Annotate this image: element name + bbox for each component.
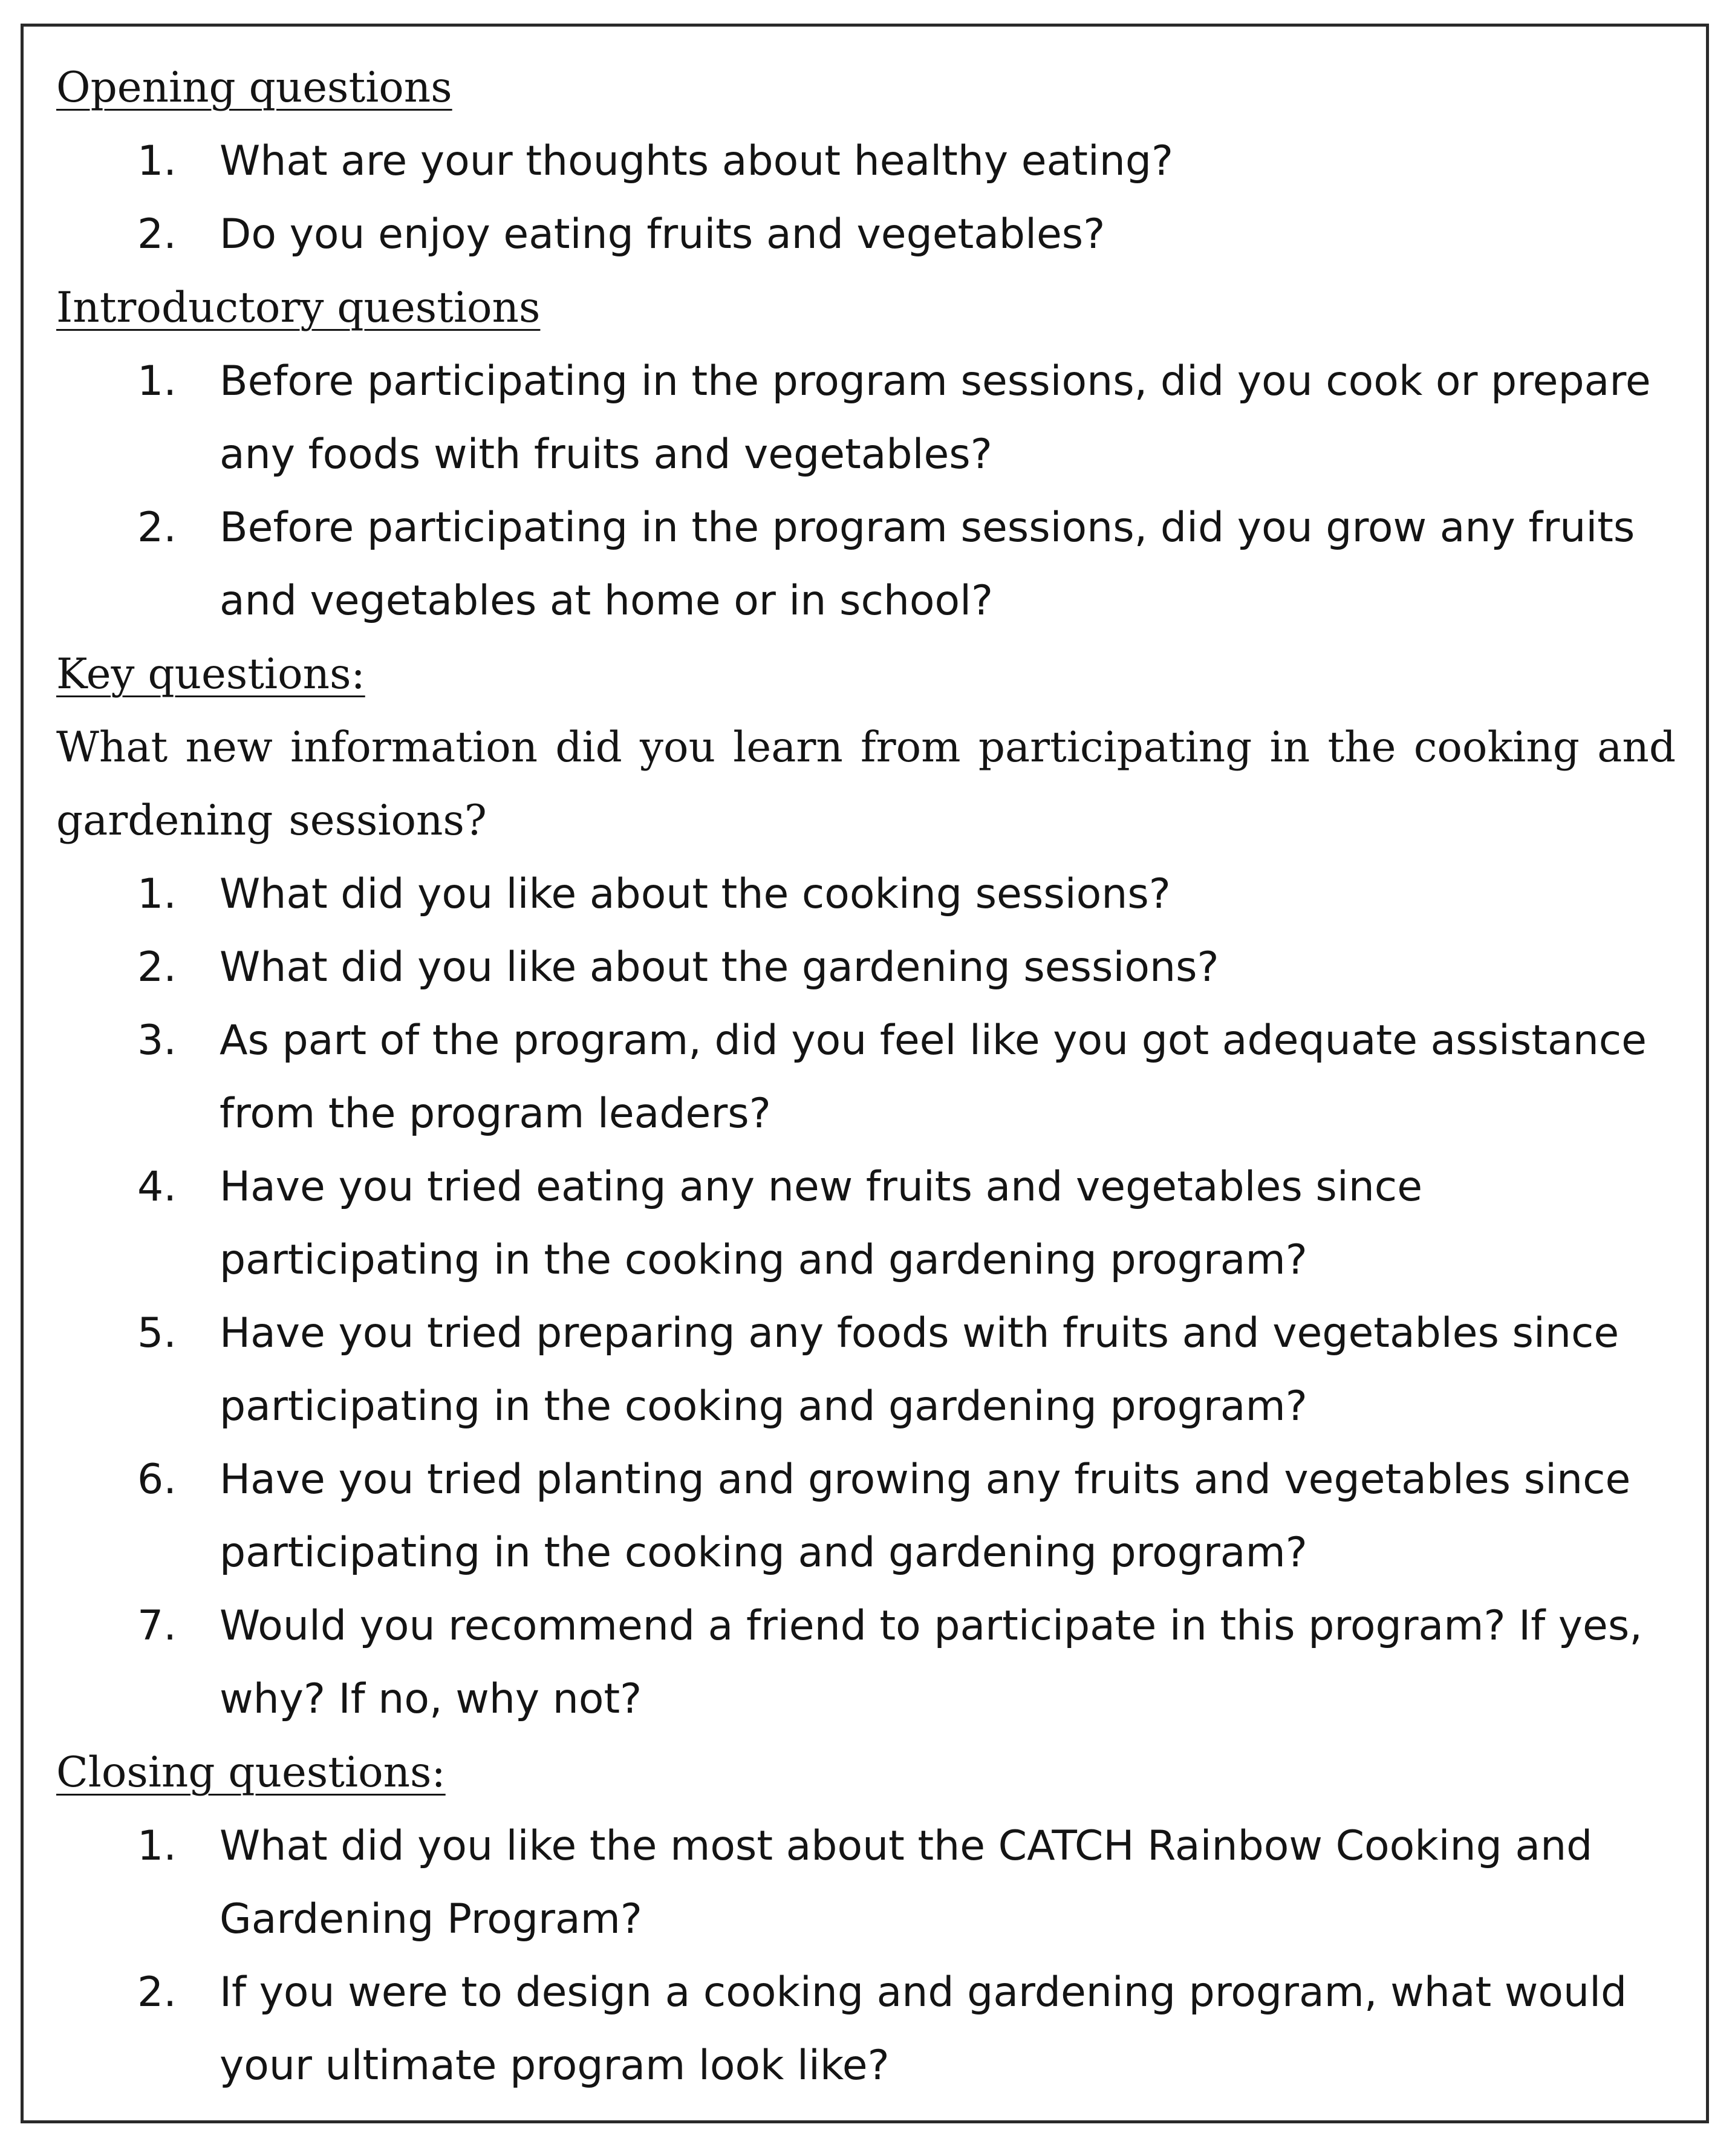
opening-question-list bbox=[56, 125, 1676, 271]
section-heading-opening: Opening questions bbox=[56, 64, 452, 112]
item-text: Have you tried preparing any foods with fruits and vegetables since participating in the cooking and gardening program? bbox=[220, 1309, 1619, 1430]
list-item bbox=[56, 491, 1676, 637]
item-text: What did you like the most about the CATCH Rainbow Cooking and Gardening Program? bbox=[220, 1822, 1593, 1943]
item-number: 6. bbox=[137, 1456, 177, 1503]
questions-content bbox=[56, 51, 1676, 2102]
item-text: What did you like about the cooking sessions? bbox=[220, 870, 1171, 918]
item-number: 2. bbox=[137, 210, 177, 258]
introductory-question-list bbox=[56, 345, 1676, 637]
item-text: Do you enjoy eating fruits and vegetables? bbox=[220, 210, 1105, 258]
questions-box bbox=[21, 24, 1709, 2123]
item-text: Have you tried eating any new fruits and vegetables since participating in the cooking and gardening program? bbox=[220, 1163, 1423, 1284]
item-number: 7. bbox=[137, 1602, 177, 1650]
item-text: Have you tried planting and growing any fruits and vegetables since participating in the cooking and gardening program? bbox=[220, 1456, 1631, 1577]
item-text: As part of the program, did you feel like you got adequate assistance from the program leaders? bbox=[220, 1017, 1647, 1138]
closing-question-list bbox=[56, 1809, 1676, 2102]
item-number: 3. bbox=[137, 1017, 177, 1064]
item-text: Before participating in the program sessions, did you cook or prepare any foods with fruits and vegetables? bbox=[220, 357, 1651, 478]
section-heading-introductory: Introductory questions bbox=[56, 284, 541, 332]
list-item bbox=[56, 198, 1676, 271]
item-number: 1. bbox=[137, 137, 177, 185]
list-item bbox=[56, 1443, 1676, 1589]
list-item bbox=[56, 1956, 1676, 2102]
list-item bbox=[56, 1004, 1676, 1150]
item-text: Before participating in the program sessions, did you grow any fruits and vegetables at home or in school? bbox=[220, 504, 1635, 625]
list-item bbox=[56, 931, 1676, 1004]
item-text: What are your thoughts about healthy eating? bbox=[220, 137, 1174, 185]
item-text: What did you like about the gardening sessions? bbox=[220, 943, 1219, 991]
list-item bbox=[56, 1809, 1676, 1956]
item-number: 2. bbox=[137, 1969, 177, 2016]
item-number: 2. bbox=[137, 504, 177, 552]
list-item bbox=[56, 858, 1676, 931]
list-item bbox=[56, 345, 1676, 491]
item-number: 5. bbox=[137, 1309, 177, 1357]
item-text: If you were to design a cooking and gardening program, what would your ultimate program look like? bbox=[220, 1969, 1627, 2089]
list-item bbox=[56, 1589, 1676, 1736]
item-number: 1. bbox=[137, 870, 177, 918]
item-number: 2. bbox=[137, 943, 177, 991]
key-question-list bbox=[56, 858, 1676, 1736]
section-heading-closing: Closing questions: bbox=[56, 1748, 446, 1797]
item-text: Would you recommend a friend to participate in this program? If yes, why? If no, why not? bbox=[220, 1602, 1642, 1723]
section-heading-key: Key questions: bbox=[56, 650, 365, 699]
key-questions-intro: What new information did you learn from participating in the cooking and gardening sessions? bbox=[56, 723, 1676, 845]
list-item bbox=[56, 1297, 1676, 1443]
item-number: 1. bbox=[137, 357, 177, 405]
item-number: 1. bbox=[137, 1822, 177, 1870]
item-number: 4. bbox=[137, 1163, 177, 1211]
list-item bbox=[56, 125, 1676, 198]
list-item bbox=[56, 1150, 1676, 1297]
